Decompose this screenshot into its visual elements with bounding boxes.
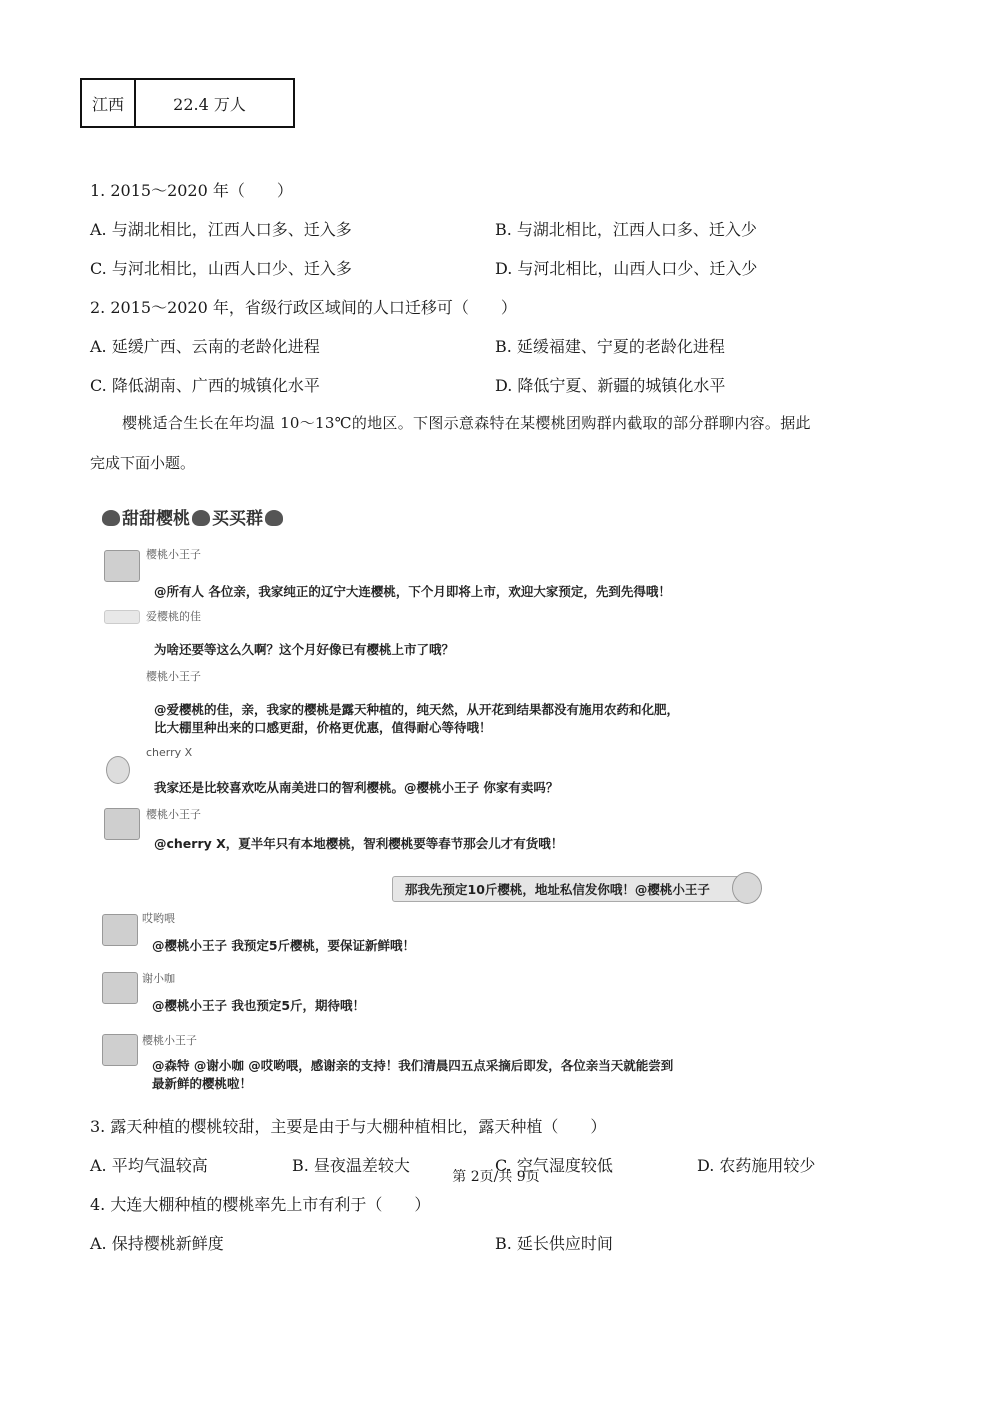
sender-name: 樱桃小王子	[146, 548, 201, 561]
table-cell-province: 江西	[82, 80, 136, 126]
page-number: 第 2页/共 9页	[452, 1169, 540, 1185]
chat-message: @樱桃小王子 我也预定5斤，期待哦！	[152, 998, 366, 1013]
population-table	[80, 78, 295, 128]
chat-message: 我家还是比较喜欢吃从南美进口的智利樱桃。@樱桃小王子 你家有卖吗？	[154, 780, 559, 795]
chat-message: @所有人 各位亲，我家纯正的辽宁大连樱桃，下个月即将上市，欢迎大家预定，先到先得哦！	[154, 584, 671, 599]
chat-message: @cherry X，夏半年只有本地樱桃，智利樱桃要等春节那会儿才有货哦！	[154, 836, 564, 851]
avatar	[106, 756, 130, 784]
avatar	[102, 972, 138, 1004]
chat-message: 比大棚里种出来的口感更甜，价格更优惠，值得耐心等待哦！	[154, 720, 492, 735]
chat-message: @森特 @谢小咖 @哎哟喂，感谢亲的支持！我们清晨四五点采摘后即发，各位亲当天就能尝到	[152, 1058, 674, 1073]
sender-name: 爱樱桃的佳	[146, 610, 201, 623]
group-chat-image	[96, 494, 776, 1099]
avatar	[102, 914, 138, 946]
cherry-icon	[192, 510, 210, 526]
question-2-option-c: C. 降低湖南、广西的城镇化水平	[90, 376, 320, 395]
passage-line-1: 樱桃适合生长在年均温 10～13℃的地区。下图示意森特在某樱桃团购群内截取的部分群聊内容。据此	[122, 414, 811, 432]
cherry-icon	[102, 510, 120, 526]
sender-name: cherry X	[146, 746, 193, 759]
sender-name: 哎哟喂	[142, 912, 175, 925]
avatar	[104, 808, 140, 840]
group-title-text: 甜甜樱桃	[122, 509, 190, 529]
question-2-option-a: A. 延缓广西、云南的老龄化进程	[90, 337, 320, 356]
avatar	[104, 550, 140, 582]
sender-name: 谢小咖	[142, 972, 175, 985]
sender-name: 樱桃小王子	[142, 1034, 197, 1047]
question-1-stem: 1. 2015～2020 年（ ）	[90, 181, 293, 200]
chat-message: 最新鲜的樱桃啦！	[152, 1076, 253, 1091]
question-1-option-d: D. 与河北相比，山西人口少、迁入少	[495, 259, 758, 278]
question-2-option-d: D. 降低宁夏、新疆的城镇化水平	[495, 376, 726, 395]
question-4-option-a: A. 保持樱桃新鲜度	[90, 1234, 224, 1253]
sender-name: 樱桃小王子	[146, 808, 201, 821]
question-2-option-b: B. 延缓福建、宁夏的老龄化进程	[495, 337, 725, 356]
group-chat-title	[100, 504, 285, 529]
table-cell-value: 22.4 万人	[173, 94, 246, 114]
passage-line-2: 完成下面小题。	[90, 454, 196, 472]
question-4-option-b: B. 延长供应时间	[495, 1234, 613, 1253]
cherry-icon	[265, 510, 283, 526]
question-1-option-b: B. 与湖北相比，江西人口多、迁入少	[495, 220, 757, 239]
chat-message: 为啥还要等这么久啊？这个月好像已有樱桃上市了哦？	[154, 642, 455, 657]
question-3-option-b: B. 昼夜温差较大	[292, 1156, 410, 1175]
question-2-stem: 2. 2015～2020 年，省级行政区域间的人口迁移可（ ）	[90, 298, 517, 317]
avatar	[104, 610, 140, 624]
question-3-option-d: D. 农药施用较少	[697, 1156, 816, 1175]
own-message-bubble: 那我先预定10斤樱桃，地址私信发你哦！@樱桃小王子	[392, 876, 756, 902]
chat-message: @爱樱桃的佳，亲，我家的樱桃是露天种植的，纯天然，从开花到结果都没有施用农药和化肥，	[154, 702, 680, 717]
sender-name: 樱桃小王子	[146, 670, 201, 683]
question-4-stem: 4. 大连大棚种植的樱桃率先上市有利于（ ）	[90, 1195, 431, 1214]
chat-message: @樱桃小王子 我预定5斤樱桃，要保证新鲜哦！	[152, 938, 416, 953]
question-3-option-c: C. 空气湿度较低	[495, 1156, 613, 1175]
group-title-suffix: 买买群	[212, 509, 263, 529]
question-3-option-a: A. 平均气温较高	[90, 1156, 208, 1175]
avatar	[732, 872, 762, 904]
question-3-stem: 3. 露天种植的樱桃较甜，主要是由于与大棚种植相比，露天种植（ ）	[90, 1117, 607, 1136]
avatar	[102, 1034, 138, 1066]
question-1-option-a: A. 与湖北相比，江西人口多、迁入多	[90, 220, 352, 239]
question-1-option-c: C. 与河北相比，山西人口少、迁入多	[90, 259, 352, 278]
